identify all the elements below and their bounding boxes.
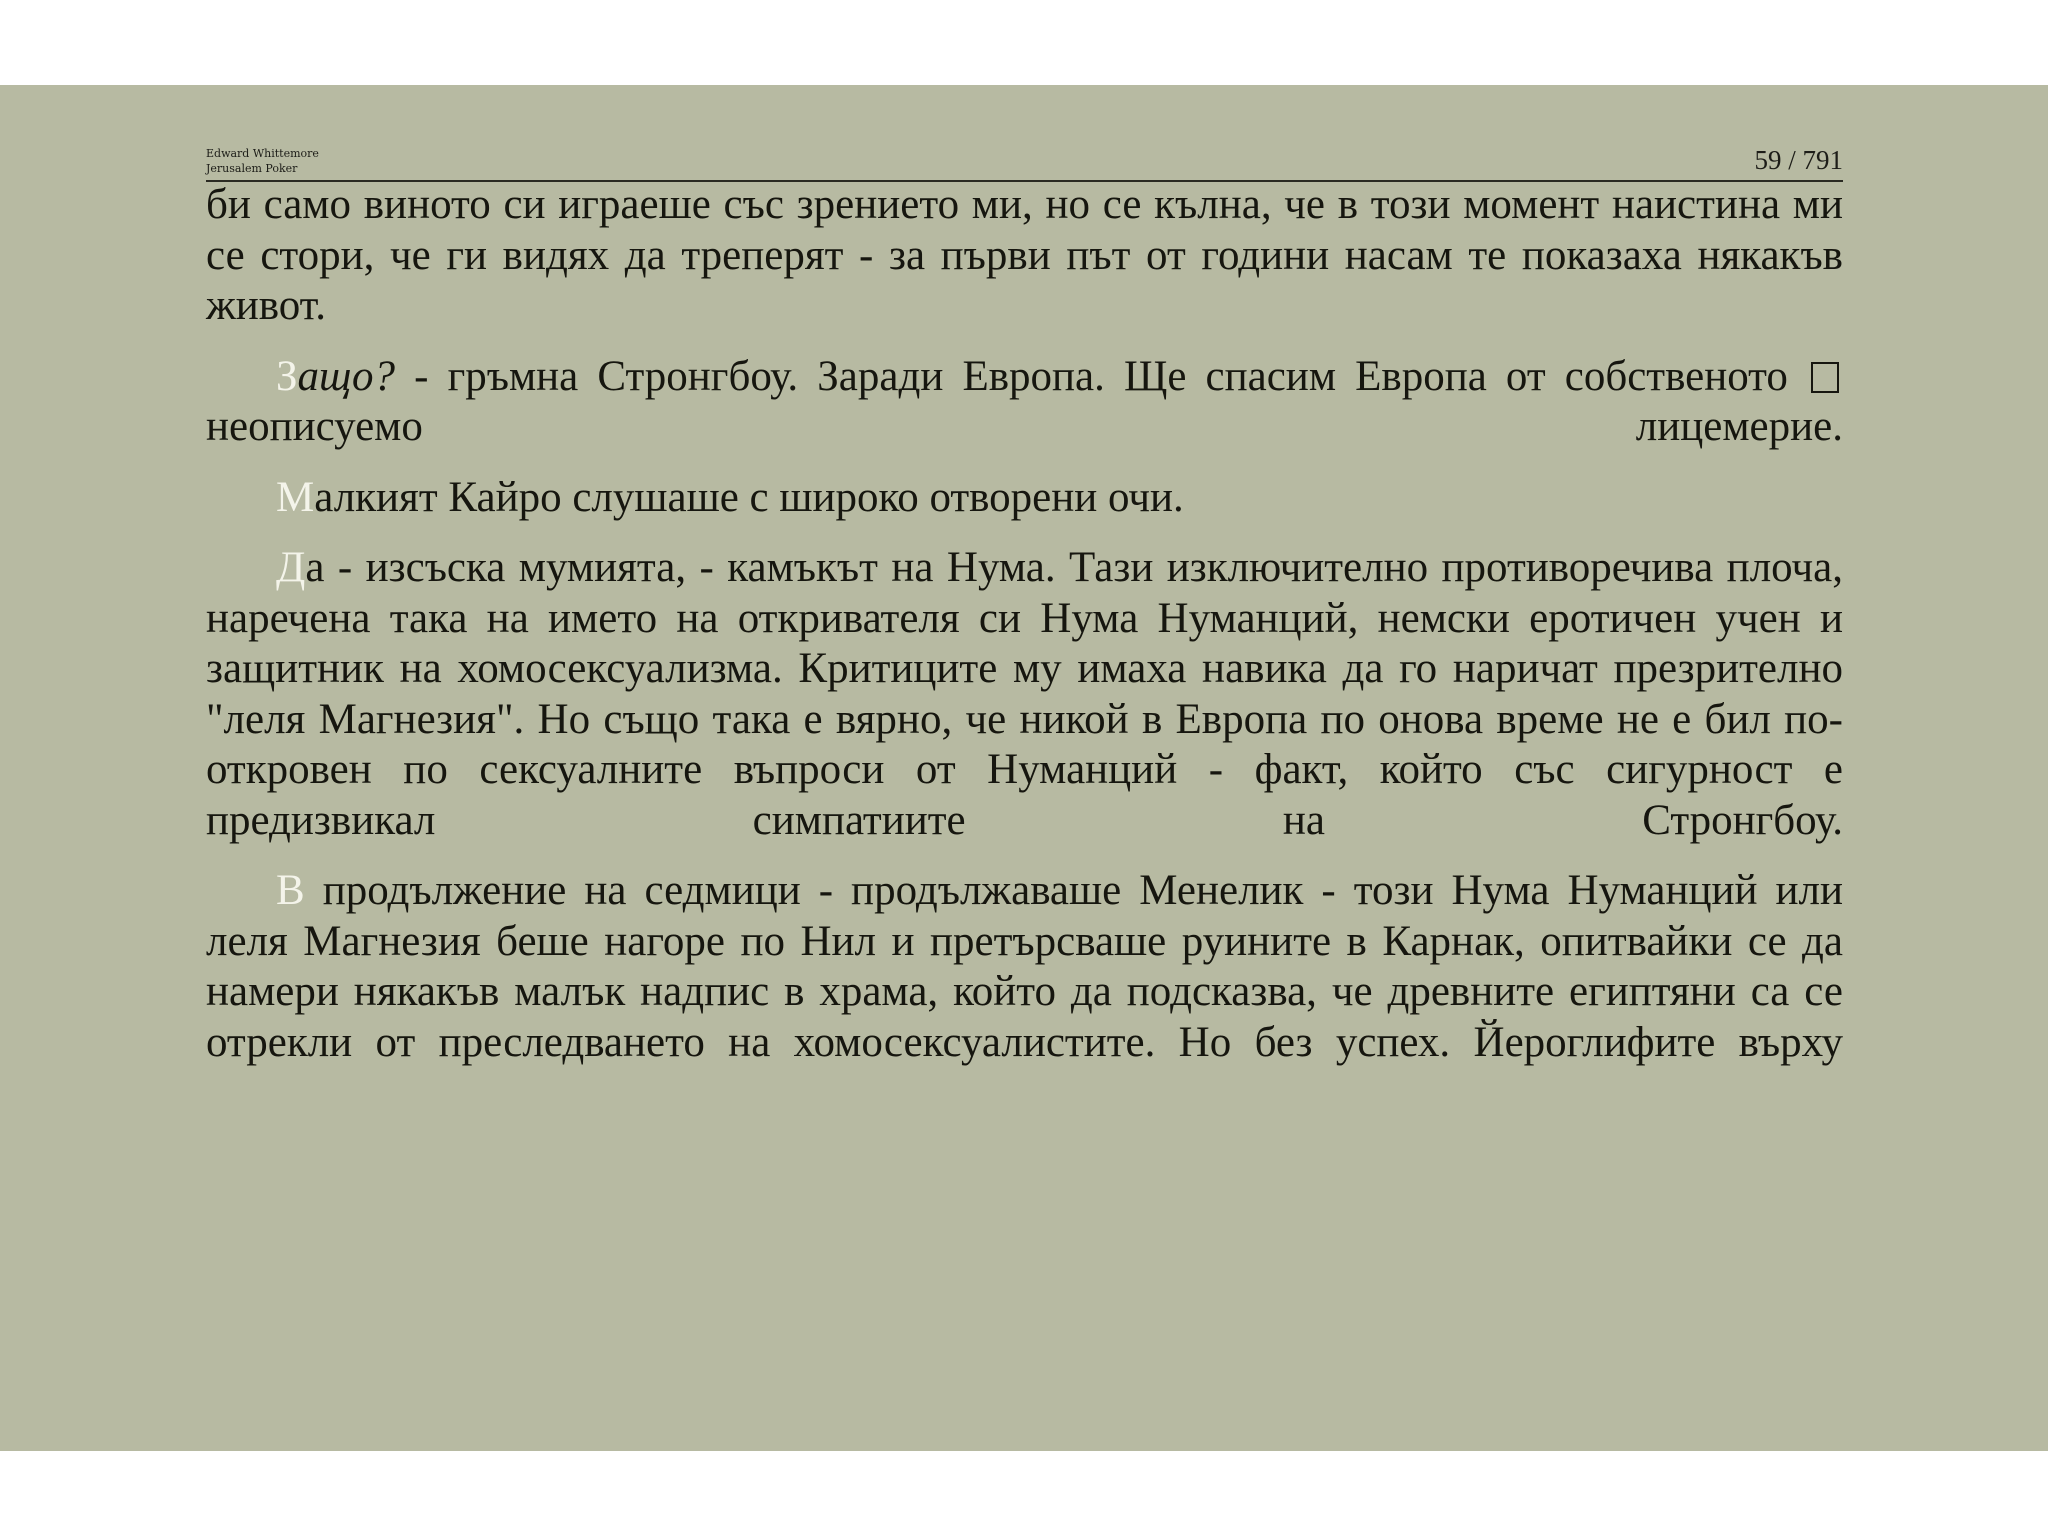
paragraph-2 xyxy=(206,352,1843,453)
page-text xyxy=(206,180,1843,1088)
dropcap: З xyxy=(276,352,298,400)
paragraph-1-text: би само виното си играеше със зрението ми, но се кълна, че в този момент наистина ми се стори, че ги видях да треперят - за първи път от години насам те показаха някакъв живот. xyxy=(206,181,1843,329)
dropcap: В xyxy=(276,867,305,914)
paragraph-5-text: продължение на седмици - продължаваше Менелик - този Нума Нуманций или леля Магнезия беше нагоре по Нил и претърсваше руините в Карнак, опитвайки се да намери някакъв малък надпис в храма, който да подсказва, че древните египтяни са се отрекли от преследването на хомосексуалистите. Но без успех. Йероглифите върху xyxy=(206,867,1843,1066)
paragraph-2-text-a: - гръмна Стронгбоу. Заради Европа. Ще спасим Европа от собственото xyxy=(395,352,1788,400)
page-number: 59 / 791 xyxy=(1754,145,1843,175)
dropcap: М xyxy=(276,473,315,521)
book-title: Jerusalem Poker xyxy=(206,162,298,175)
missing-glyph-box-icon xyxy=(1811,362,1839,393)
paragraph-4-text: а - изсъска мумията, - камъкът на Нума. Тази изключително противоречива плоча, наречена така на името на откривателя си Нума Нуманций, немски еротичен учен и защитник на хомосексуализма. Критиците му имаха навика да го наричат презрително "леля Магнезия". Но също така е вярно, че никой в Европа по онова време не е бил по-откровен по сексуалните въпроси от Нуманций - факт, който със сигурност е предизвикал симпатиите на Стронгбоу. xyxy=(206,544,1843,844)
paragraph-5 xyxy=(206,866,1843,1068)
page-header xyxy=(206,136,1843,182)
paragraph-3 xyxy=(206,473,1843,524)
paragraph-2-italic: ащо? xyxy=(297,352,396,400)
dropcap: Д xyxy=(276,544,306,591)
book-meta xyxy=(206,146,319,176)
paragraph-3-text: алкият Кайро слушаше с широко отворени очи. xyxy=(314,473,1184,521)
paragraph-2-text-b: неописуемо лицемерие. xyxy=(206,403,1843,450)
paragraph-1 xyxy=(206,180,1843,332)
author-name: Edward Whittemore xyxy=(206,147,319,160)
paragraph-4 xyxy=(206,543,1843,846)
